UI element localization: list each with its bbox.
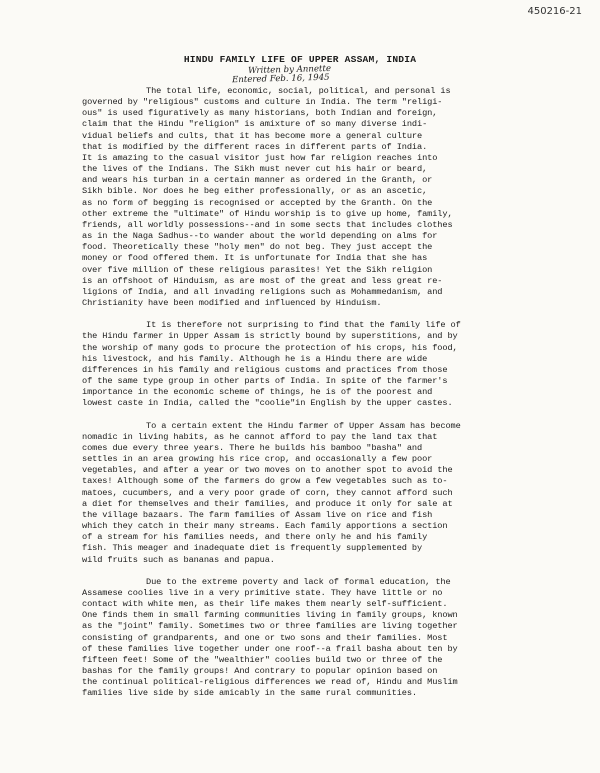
text-line: his livestock, and his family. Although he is a Hindu there are wide (82, 353, 428, 364)
text-line: vegetables, and after a year or two moves on to another spot to avoid the (82, 465, 453, 476)
paragraph-3 (82, 421, 522, 566)
text-line: and wears his turban in a certain manner as ordered in the Granth, or (82, 175, 433, 186)
text-line: that is modified by the different races in different parts of India. (82, 141, 428, 152)
text-line: nomadic in living habits, as he cannot afford to pay the land tax that (82, 431, 438, 442)
text-line: which they catch in their many streams. Each family apportions a section (82, 521, 448, 532)
text-line: consisting of grandparents, and one or two sons and their families. Most (82, 632, 448, 643)
text-line: as the "joint" family. Sometimes two or three families are living together (82, 621, 458, 632)
text-line: fifteen feet! Some of the "wealthier" coolies build two or three of the (82, 654, 443, 665)
text-line: One finds them in small farming communities living in family groups, known (82, 610, 458, 621)
text-line: Christianity have been modified and influenced by Hinduism. (82, 297, 382, 308)
document-title: HINDU FAMILY LIFE OF UPPER ASSAM, INDIA (183, 54, 417, 65)
document-body (82, 86, 522, 711)
document-id: 450216-21 (527, 6, 582, 17)
text-line: wild fruits such as bananas and papua. (82, 554, 275, 565)
text-line: a diet for themselves and their families, and produce it only for sale at (82, 498, 453, 509)
text-line: food. Theoretically these "holy men" do not beg. They just accept the (82, 242, 433, 253)
text-line: lowest caste in India, called the "coolie"in English by the upper castes. (82, 398, 453, 409)
paragraph-1 (82, 86, 522, 309)
text-line: bashas for the family groups! And contrary to popular opinion based on (82, 666, 438, 677)
text-line: To a certain extent the Hindu farmer of Upper Assam has become (146, 420, 461, 431)
text-line: Due to the extreme poverty and lack of formal education, the (146, 576, 451, 587)
text-line: claim that the Hindu "religion" is amixture of so many diverse indi- (82, 119, 428, 130)
text-line: comes due every three years. There he builds his bamboo "basha" and (82, 442, 423, 453)
text-line: as no form of begging is recognised or accepted by the Granth. On the (82, 197, 433, 208)
text-line: It is amazing to the casual visitor just how far religion reaches into (82, 152, 438, 163)
text-line: settles in an area growing his rice crop, and occasionally a few poor (82, 454, 433, 465)
text-line: importance in the economic scheme of things, he is of the poorest and (82, 387, 433, 398)
text-line: fish. This meager and inadequate diet is frequently supplemented by (82, 543, 423, 554)
text-line: ous" is used figuratively as many historians, both Indian and foreign, (82, 108, 438, 119)
text-line: governed by "religious" customs and culture in India. The term "religi- (82, 97, 443, 108)
text-line: money or food offered them. It is unfortunate for India that she has (82, 253, 428, 264)
text-line: over five million of these religious parasites! Yet the Sikh religion (82, 264, 433, 275)
text-line: of a stream for his families needs, and there only he and his family (82, 532, 428, 543)
text-line: friends, all worldly possessions--and in some sects that includes clothes (82, 219, 453, 230)
handwritten-author-note: Written by Annette (247, 63, 332, 77)
text-line: families live side by side amicably in the same rural communities. (82, 688, 418, 699)
text-line: the continual political-religious differences we read of, Hindu and Muslim (82, 677, 458, 688)
text-line: as in the Naga Sadhus--to wander about the world depending on alms for (82, 231, 438, 242)
text-line: the village bazaars. The farm families of Assam live on rice and fish (82, 509, 433, 520)
handwritten-entry-date: Entered Feb. 16, 1945 (231, 72, 330, 86)
text-line: contact with white men, as their life makes them nearly self-sufficient. (82, 599, 448, 610)
text-line: The total life, economic, social, political, and personal is (146, 86, 451, 96)
text-line: taxes! Although some of the farmers do grow a few vegetables such as to- (82, 476, 448, 487)
text-line: other extreme the "ultimate" of Hindu worship is to give up home, family, (82, 208, 453, 219)
text-line: the worship of many gods to procure the protection of his crops, his food, (82, 342, 458, 353)
text-line: the lives of the Indians. The Sikh must never cut his hair or beard, (82, 164, 428, 175)
text-line: ligions of India, and all invading religions such as Mohammedanism, and (82, 286, 443, 297)
text-line: vidual beliefs and cults, that it has become more a general culture (82, 130, 423, 141)
text-line: of the same type group in other parts of India. In spite of the farmer's (82, 376, 448, 387)
text-line: the Hindu farmer in Upper Assam is strictly bound by superstitions, and by (82, 331, 458, 342)
text-line: It is therefore not surprising to find that the family life of (146, 320, 461, 331)
text-line: of these families live together under one roof--a frail basha about ten by (82, 643, 458, 654)
text-line: Sikh bible. Nor does he beg either professionally, or as an ascetic, (82, 186, 428, 197)
text-line: differences in his family and religious customs and practices from those (82, 364, 448, 375)
text-line: matoes, cucumbers, and a very poor grade of corn, they cannot afford such (82, 487, 453, 498)
paragraph-4 (82, 577, 522, 700)
text-line: is an offshoot of Hinduism, as are most of the great and less great re- (82, 275, 443, 286)
text-line: Assamese coolies live in a very primitive state. They have little or no (82, 587, 443, 598)
paragraph-2 (82, 320, 522, 409)
